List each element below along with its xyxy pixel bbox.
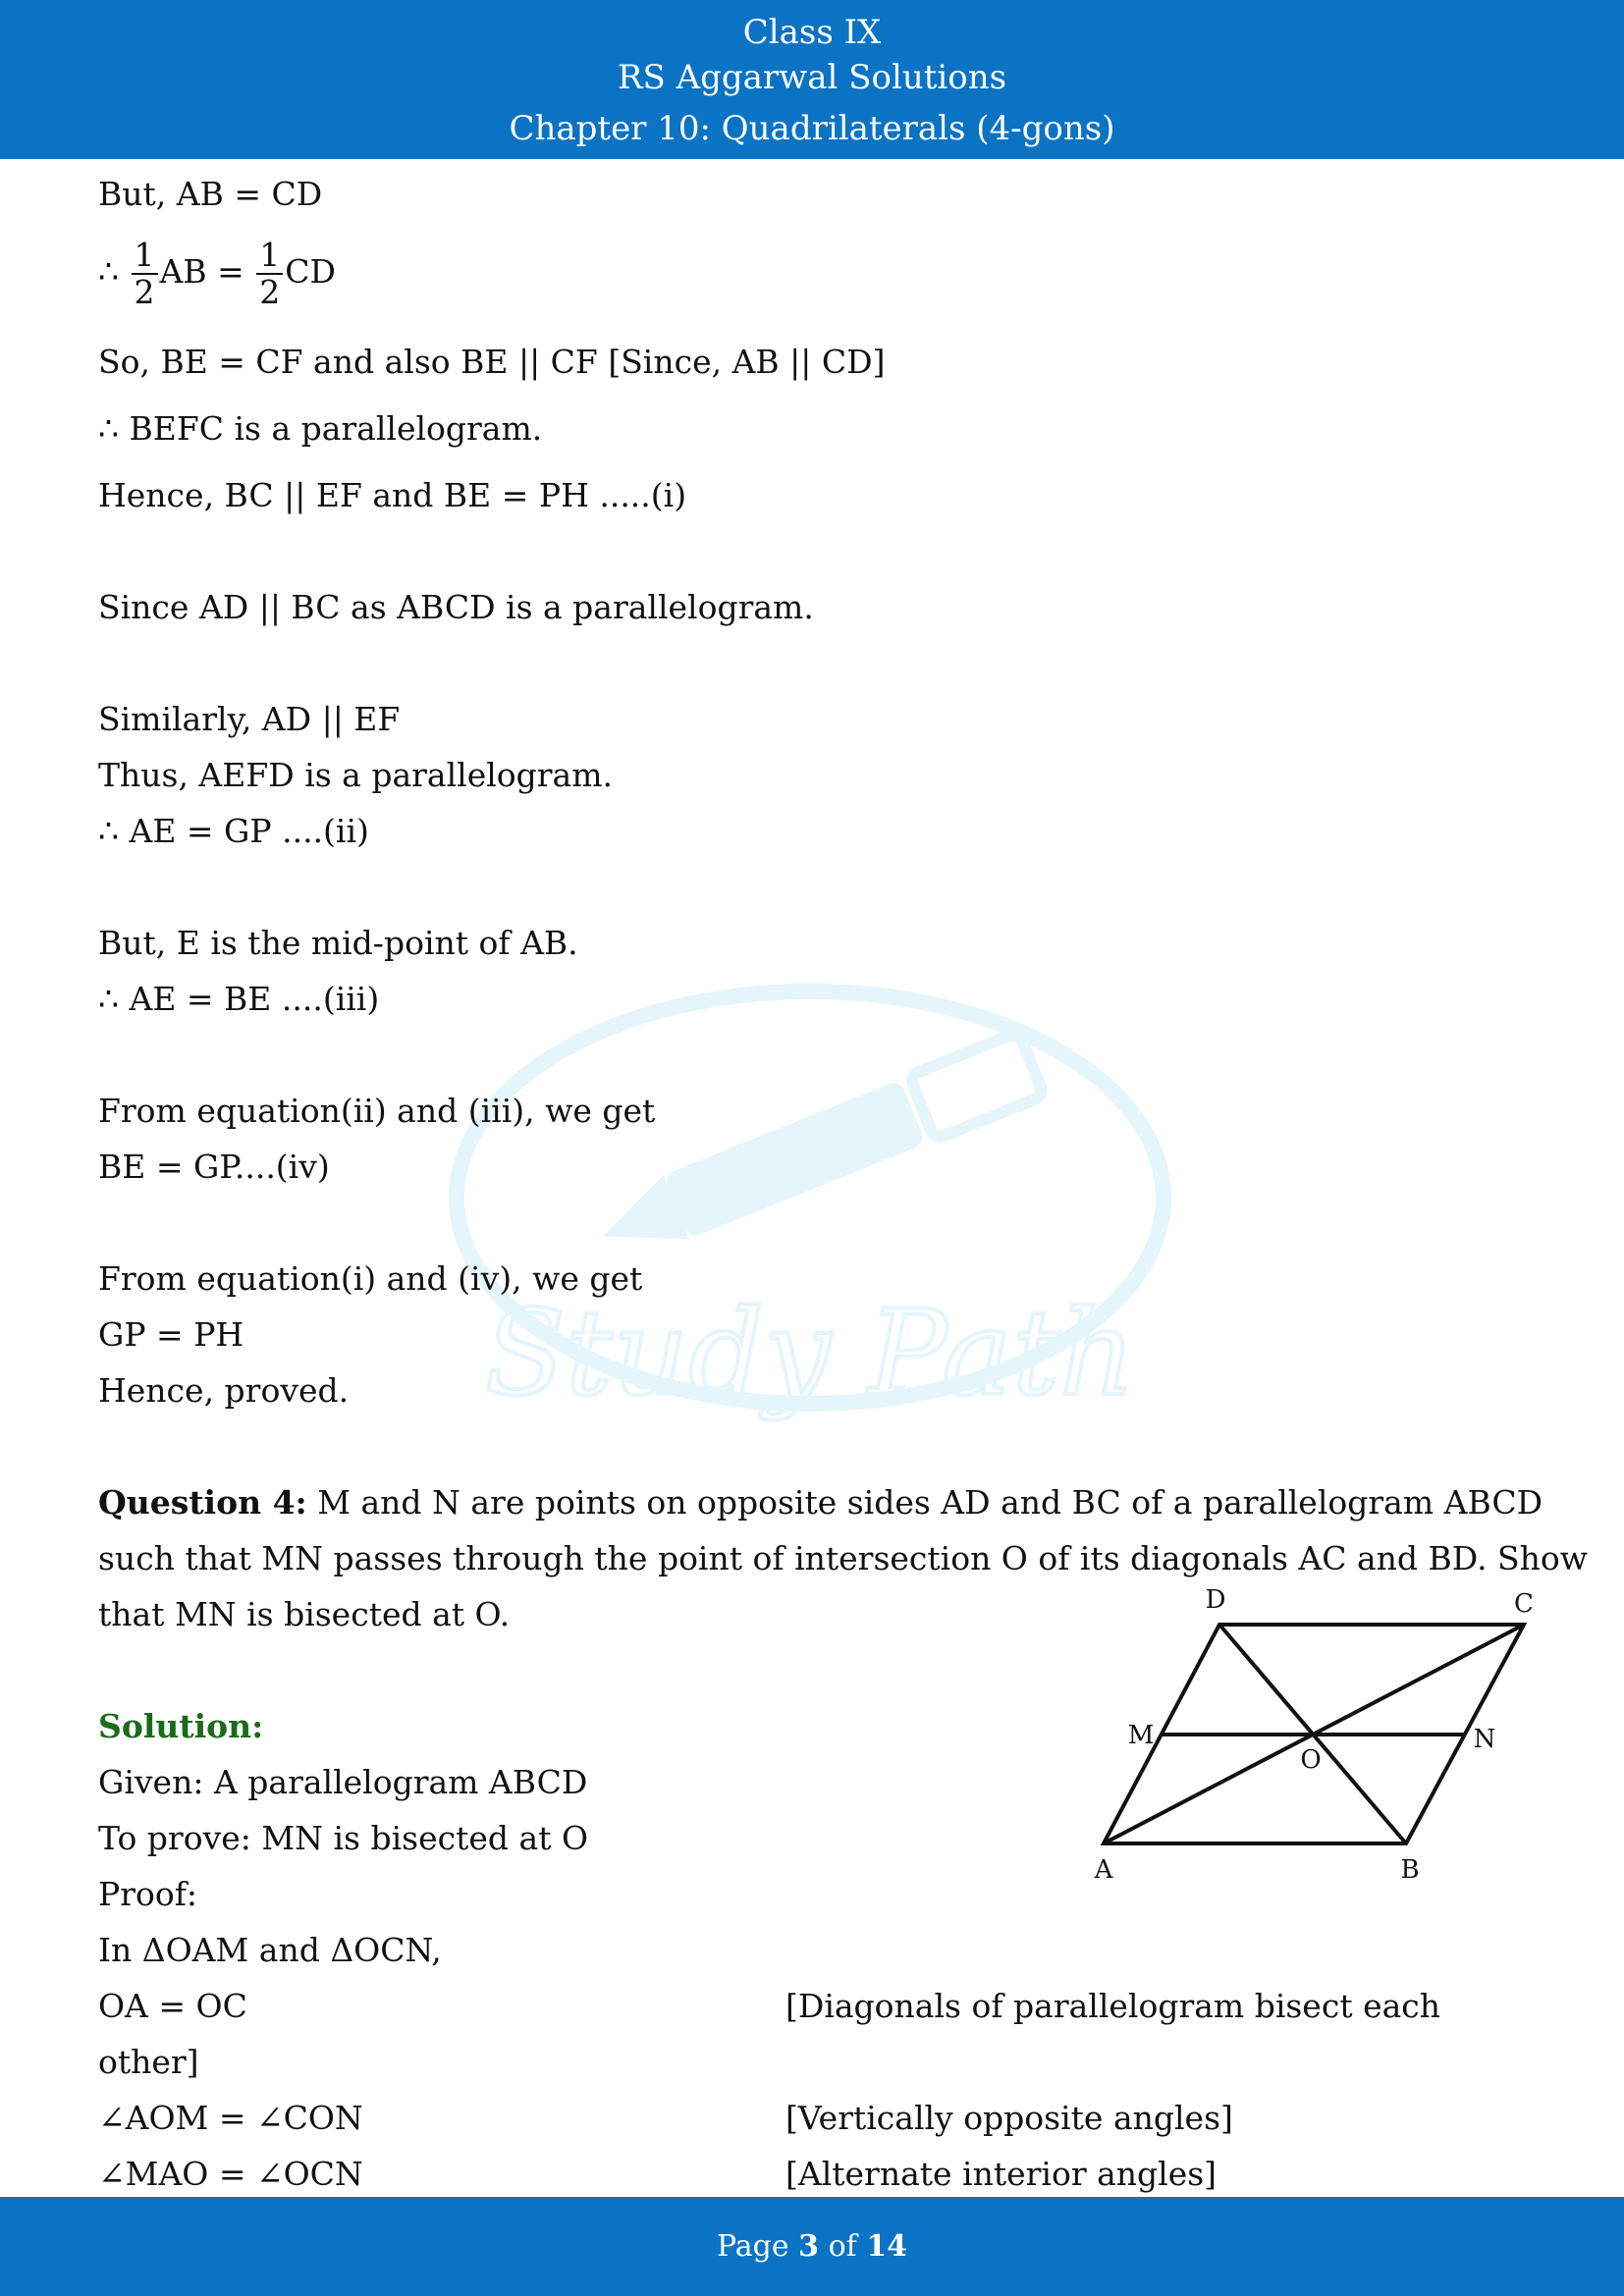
question-text-line: such that MN passes through the point of intersection O of its diagonals AC and BD. Show [98,1539,1589,1577]
vertex-label-d: D [1205,1585,1226,1615]
vertex-label-a: A [1094,1855,1113,1885]
proof-line: GP = PH [98,1315,244,1354]
solution-to-prove: To prove: MN is bisected at O [98,1819,588,1857]
point-label-n: N [1473,1725,1496,1754]
therefore-symbol: ∴ [98,252,130,291]
question-label: Question 4: [98,1483,307,1522]
fraction-denominator: 2 [134,273,155,311]
watermark-text: Study Path [484,1286,1136,1422]
proof-line-fraction [98,238,336,310]
footer-middle: of [819,2229,867,2264]
proof-line: So, BE = CF and also BE || CF [Since, AB || CD] [98,343,886,381]
proof-line: But, AB = CD [98,175,323,213]
question-text-line: that MN is bisected at O. [98,1595,511,1633]
proof-line: ∴ AE = BE ....(iii) [98,980,380,1018]
reason: [Vertically opposite angles] [785,2099,1233,2137]
point-label-o: O [1300,1745,1322,1775]
solution-given: Given: A parallelogram ABCD [98,1763,588,1801]
proof-line: But, E is the mid-point of AB. [98,924,578,962]
footer-current-page: 3 [798,2229,820,2264]
reason: [Diagonals of parallelogram bisect each [785,1987,1441,2025]
proof-line: Hence, BC || EF and BE = PH .....(i) [98,476,687,514]
fraction-denominator: 2 [259,273,281,311]
parallelogram-figure [1080,1580,1551,1895]
fraction [132,238,158,310]
footer-total-pages: 14 [866,2229,908,2264]
fraction-numerator: 1 [256,238,283,275]
header-chapter: Chapter 10: Quadrilaterals (4-gons) [509,109,1115,148]
fraction-middle-text: AB = [159,252,255,291]
proof-line: ∴ AE = GP ....(ii) [98,812,369,850]
fraction-numerator: 1 [132,238,158,275]
page-footer [0,2197,1624,2296]
statement: ∠AOM = ∠CON [98,2099,363,2137]
proof-line: BE = GP....(iv) [98,1148,330,1186]
fraction [256,238,283,310]
proof-line: Thus, AEFD is a parallelogram. [98,756,614,794]
proof-line: Hence, proved. [98,1371,350,1410]
question-text-line [98,1474,1543,1530]
solution-triangles: In ΔOAM and ΔOCN, [98,1931,442,1969]
vertex-label-b: B [1400,1855,1420,1885]
solution-proof-heading: Proof: [98,1875,198,1913]
header-book: RS Aggarwal Solutions [617,58,1007,97]
study-path-watermark [422,972,1198,1482]
page-header [0,0,1624,159]
fraction-end-text: CD [285,252,336,291]
question-text: M and N are points on opposite sides AD and BC of a parallelogram ABCD [306,1483,1543,1522]
footer-prefix: Page [716,2229,799,2264]
reason: [Alternate interior angles] [785,2155,1218,2193]
parallelogram-lines [1104,1625,1524,1843]
statement: ∠MAO = ∠OCN [98,2155,363,2193]
proof-line: ∴ BEFC is a parallelogram. [98,409,543,448]
vertex-label-c: C [1514,1589,1534,1619]
solution-label: Solution: [98,1707,264,1745]
proof-line: Since AD || BC as ABCD is a parallelogram. [98,588,814,626]
proof-line: Similarly, AD || EF [98,700,401,738]
point-label-m: M [1127,1721,1155,1750]
proof-line: From equation(i) and (iv), we get [98,1259,643,1298]
header-class: Class IX [742,13,882,52]
statement: OA = OC [98,1987,247,2025]
proof-line: From equation(ii) and (iii), we get [98,1092,656,1130]
reason-continued: other] [98,2043,199,2081]
